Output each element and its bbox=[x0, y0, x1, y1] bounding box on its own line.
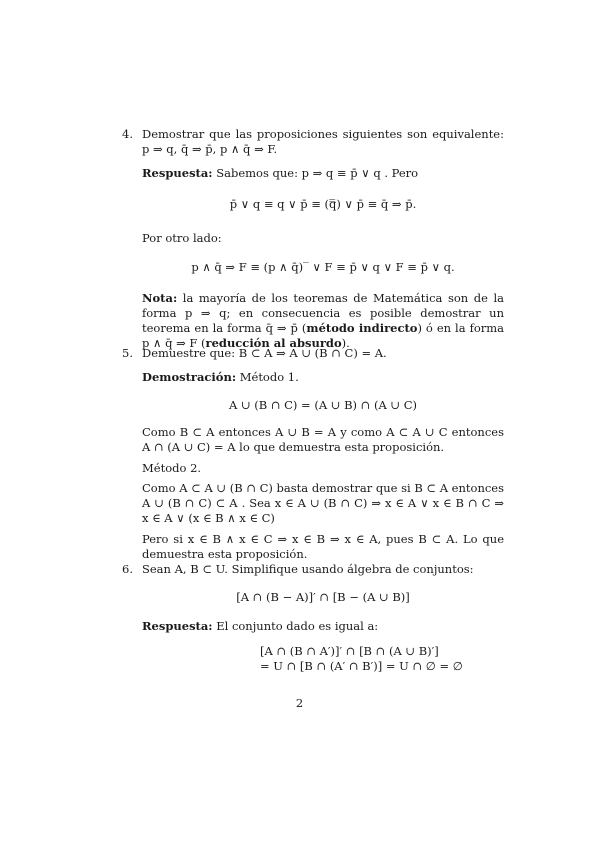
exercise-statement: Demostrar que las proposiciones siguientes son equivalente: p ⇒ q, q̄ ⇒ p̄, p ∧ q̄ ⇒ F. bbox=[142, 127, 504, 156]
answer-label: Respuesta: bbox=[142, 619, 213, 633]
note-paragraph bbox=[142, 291, 504, 351]
exercise-number: 5. bbox=[122, 346, 133, 360]
formula: [A ∩ (B − A)]′ ∩ [B − (A ∪ B)] bbox=[236, 590, 410, 604]
exercise-statement: Demuestre que: B ⊂ A ⇒ A ∪ (B ∩ C) = A. bbox=[142, 346, 387, 360]
method-label: Método 2. bbox=[142, 461, 202, 475]
note-text: ) ó en la forma p ∧ q̄ ⇒ F ( bbox=[142, 321, 505, 350]
method-label: Método 1. bbox=[239, 370, 299, 384]
formula: = U ∩ [B ∩ (A′ ∩ B′)] = U ∩ ∅ = ∅ bbox=[260, 659, 463, 673]
proof-label: Demostración: bbox=[142, 370, 237, 384]
paragraph: Como B ⊂ A entonces A ∪ B = A y como A ⊂ A ∪ C entonces A ∩ (A ∪ C) = A lo que demuestra esta proposición. bbox=[142, 425, 504, 454]
note-label: Nota: bbox=[142, 291, 178, 305]
formula: A ∪ (B ∩ C) = (A ∪ B) ∩ (A ∪ C) bbox=[228, 398, 417, 412]
paragraph: Pero si x ∈ B ∧ x ∈ C ⇒ x ∈ B ⇒ x ∈ A, pues B ⊂ A. Lo que demuestra esta proposición. bbox=[142, 532, 504, 561]
note-text: la mayoría de los teoremas de Matemática son de la forma p ⇒ q; en consecuencia es posible demostrar un teorema en la forma q̄ ⇒ p̄ ( bbox=[142, 291, 505, 335]
exercise-4 bbox=[122, 127, 504, 351]
proof-line bbox=[142, 370, 504, 385]
formula: p̄ ∨ q ≡ q ∨ p̄ ≡ (q̿) ∨ p̄ ≡ q̄ ⇒ p̄. bbox=[229, 197, 417, 211]
formula-block bbox=[260, 644, 504, 674]
answer-line bbox=[142, 619, 504, 634]
exercise-5 bbox=[122, 346, 504, 562]
page-number: 2 bbox=[295, 696, 304, 710]
exercise-6 bbox=[122, 562, 504, 674]
exercise-number: 4. bbox=[122, 127, 133, 141]
formula: [A ∩ (B ∩ A′)]′ ∩ [B ∩ (A ∪ B)′] bbox=[260, 644, 439, 658]
answer-text: El conjunto dado es igual a: bbox=[216, 619, 379, 633]
answer-label: Respuesta: bbox=[142, 166, 213, 180]
paragraph: Como A ⊂ A ∪ (B ∩ C) basta demostrar que si B ⊂ A entonces A ∪ (B ∩ C) ⊂ A . Sea x ∈ A ∪ (B ∩ C) ⇒ x ∈ A ∨ x ∈ B ∩ C ⇒ x ∈ A ∨ (x ∈ B ∧ x ∈ C) bbox=[142, 481, 504, 525]
formula: p ∧ q̄ ⇒ F ≡ (p ∧ q̄)‾ ∨ F ≡ p̄ ∨ q ∨ F ≡ p̄ ∨ q. bbox=[191, 260, 455, 274]
note-text: ). bbox=[341, 336, 350, 350]
paragraph: Por otro lado: bbox=[142, 231, 222, 245]
exercise-statement: Sean A, B ⊂ U. Simplifique usando álgebra de conjuntos: bbox=[142, 562, 474, 576]
note-emphasis: método indirecto bbox=[306, 321, 418, 335]
answer-line bbox=[142, 166, 504, 181]
exercise-number: 6. bbox=[122, 562, 133, 576]
answer-text: Sabemos que: p ⇒ q ≡ p̄ ∨ q . Pero bbox=[216, 166, 419, 180]
note-emphasis: reducción al absurdo bbox=[205, 336, 342, 350]
